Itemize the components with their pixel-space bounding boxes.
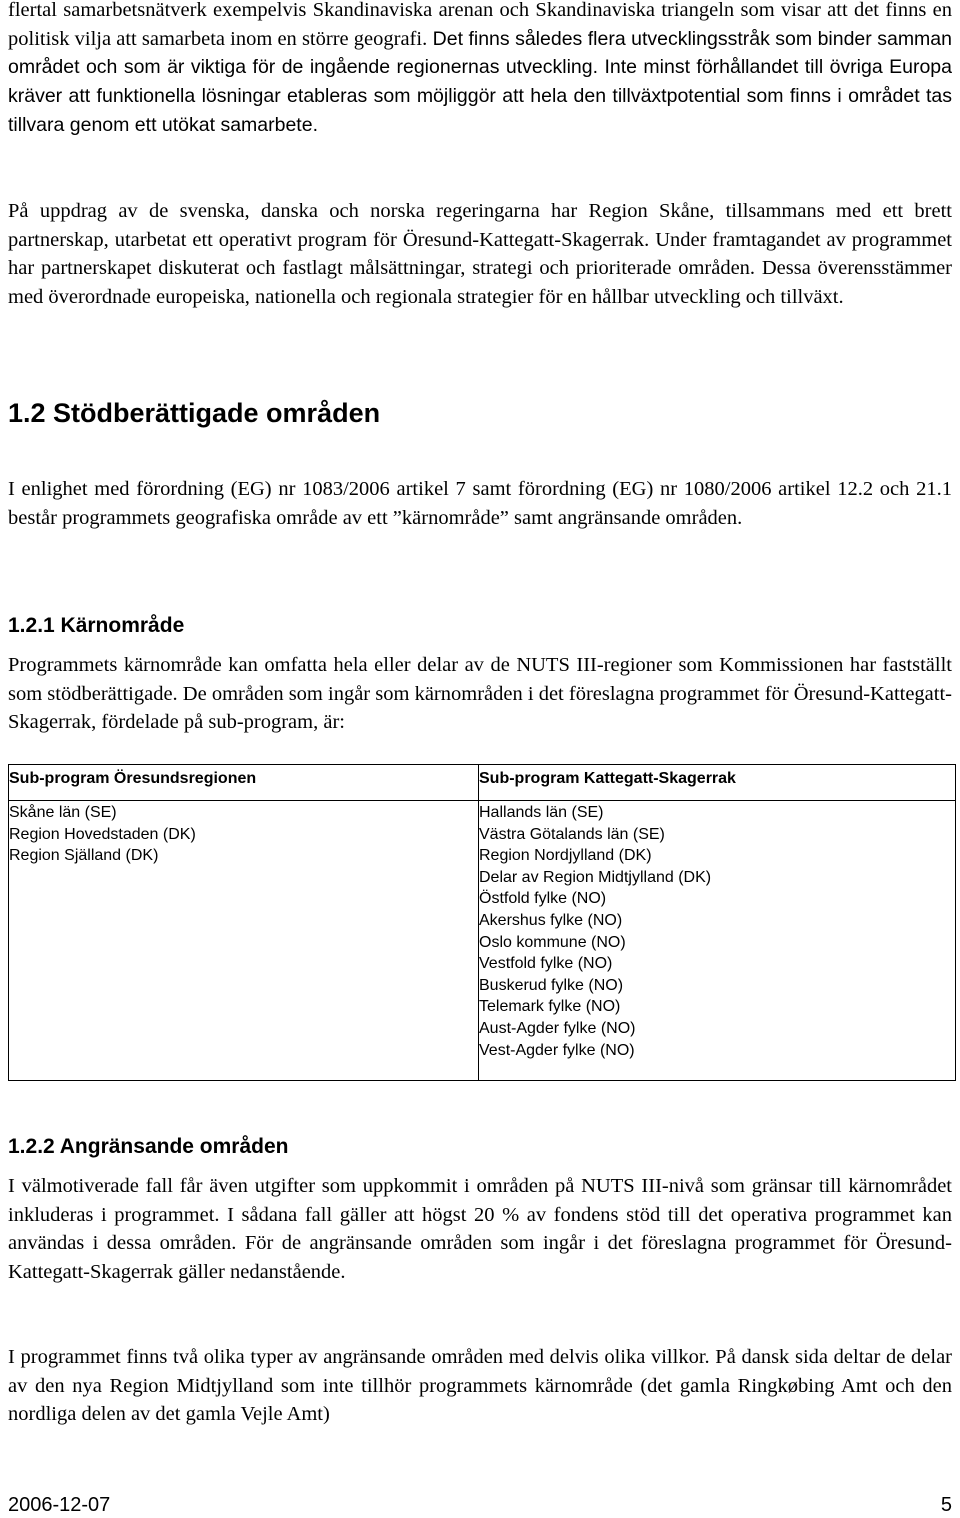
list-item: Region Hovedstaden (DK) (9, 825, 196, 843)
list-item: Vestfold fylke (NO) (479, 955, 613, 973)
paragraph-adjacent-areas: I välmotiverade fall får även utgifter som uppkommit i områden på NUTS III-nivå som gränsar till kärnområdet inkluderas i programmet. I sådana fall gäller att högst 20 % av fondens stöd till det operativa programmet kan användas i dessa områden. För de angränsande områden som ingår i det föreslagna programmet för Öresund-Kattegatt-Skagerrak gäller nedanstående. (8, 1175, 952, 1284)
intro-paragraph (8, 0, 952, 140)
subsection-heading-1-2-1: 1.2.1 Kärnområde (8, 614, 185, 637)
list-item: Buskerud fylke (NO) (479, 976, 624, 994)
list-item: Skåne län (SE) (9, 804, 117, 821)
table-header-oresund: Sub-program Öresundsregionen (9, 765, 479, 801)
list-item: Telemark fylke (NO) (479, 998, 621, 1016)
footer-date: 2006-12-07 (8, 1494, 111, 1516)
list-item: Aust-Agder fylke (NO) (479, 1019, 636, 1037)
list-item: Hallands län (SE) (479, 804, 604, 821)
kattegatt-regions-cell (479, 801, 956, 1081)
sub-program-table (8, 764, 956, 1081)
list-item: Delar av Region Midtjylland (DK) (479, 868, 712, 886)
paragraph-regulation: I enlighet med förordning (EG) nr 1083/2006 artikel 7 samt förordning (EG) nr 1080/2006 artikel 12.2 och 21.1 består programmets geografiska område av ett ”kärnområde” samt angränsande områden. (8, 478, 952, 529)
paragraph-adjacent-types: I programmet finns två olika typer av angränsande områden med delvis olika villkor. På dansk sida deltar de delar av den nya Region Midtjylland som inte tillhör programmets kärnområde (det gamla Ringkøbing Amt och den nordliga delen av det gamla Vejle Amt) (8, 1346, 952, 1426)
paragraph-mandate: På uppdrag av de svenska, danska och norska regeringarna har Region Skåne, tillsammans med ett brett partnerskap, utarbetat ett operativt program för Öresund-Kattegatt-Skagerrak. Under framtagandet av programmet har partnerskapet diskuterat och fastlagt målsättningar, strategi och prioriterade områden. Dessa överensstämmer med överordnade europeiska, nationella och regionala strategier för en hållbar utveckling och tillväxt. (8, 200, 952, 309)
table-row (9, 801, 956, 1081)
subsection-heading-1-2-2: 1.2.2 Angränsande områden (8, 1135, 289, 1158)
page-number: 5 (940, 1494, 952, 1516)
oresund-regions-cell (9, 801, 479, 1081)
list-item: Oslo kommune (NO) (479, 933, 626, 951)
list-item: Region Nordjylland (DK) (479, 847, 652, 865)
list-item: Västra Götalands län (SE) (479, 825, 665, 843)
table-header-row (9, 765, 956, 801)
intro-sans-text: Det finns således flera utvecklingsstråk som binder samman området och som är viktiga för de ingående regionernas utveckling. Inte minst förhållandet till övriga Europa kräver att funktionella lösningar etableras som möjliggör att hela den tillväxtpotential som finns i området tas tillvara genom ett utökat samarbete. (8, 27, 952, 136)
list-item: Östfold fylke (NO) (479, 890, 607, 908)
section-heading-1-2: 1.2 Stödberättigade områden (8, 398, 381, 428)
list-item: Akershus fylke (NO) (479, 911, 623, 929)
table-header-kattegatt: Sub-program Kattegatt-Skagerrak (479, 765, 956, 801)
paragraph-core-area: Programmets kärnområde kan omfatta hela eller delar av de NUTS III-regioner som Kommissionen har fastställt som stödberättigade. De områden som ingår som kärnområden i det föreslagna programmet för Öresund-Kattegatt-Skagerrak, fördelade på sub-program, är: (8, 654, 952, 734)
list-item: Region Själland (DK) (9, 847, 159, 865)
intro-serif-text: flertal samarbetsnätverk exempelvis Skandinaviska arenan och Skandinaviska triangeln som visar att det finns en politisk vilja att samarbeta inom en större geografi. (8, 0, 952, 50)
list-item: Vest-Agder fylke (NO) (479, 1041, 635, 1059)
